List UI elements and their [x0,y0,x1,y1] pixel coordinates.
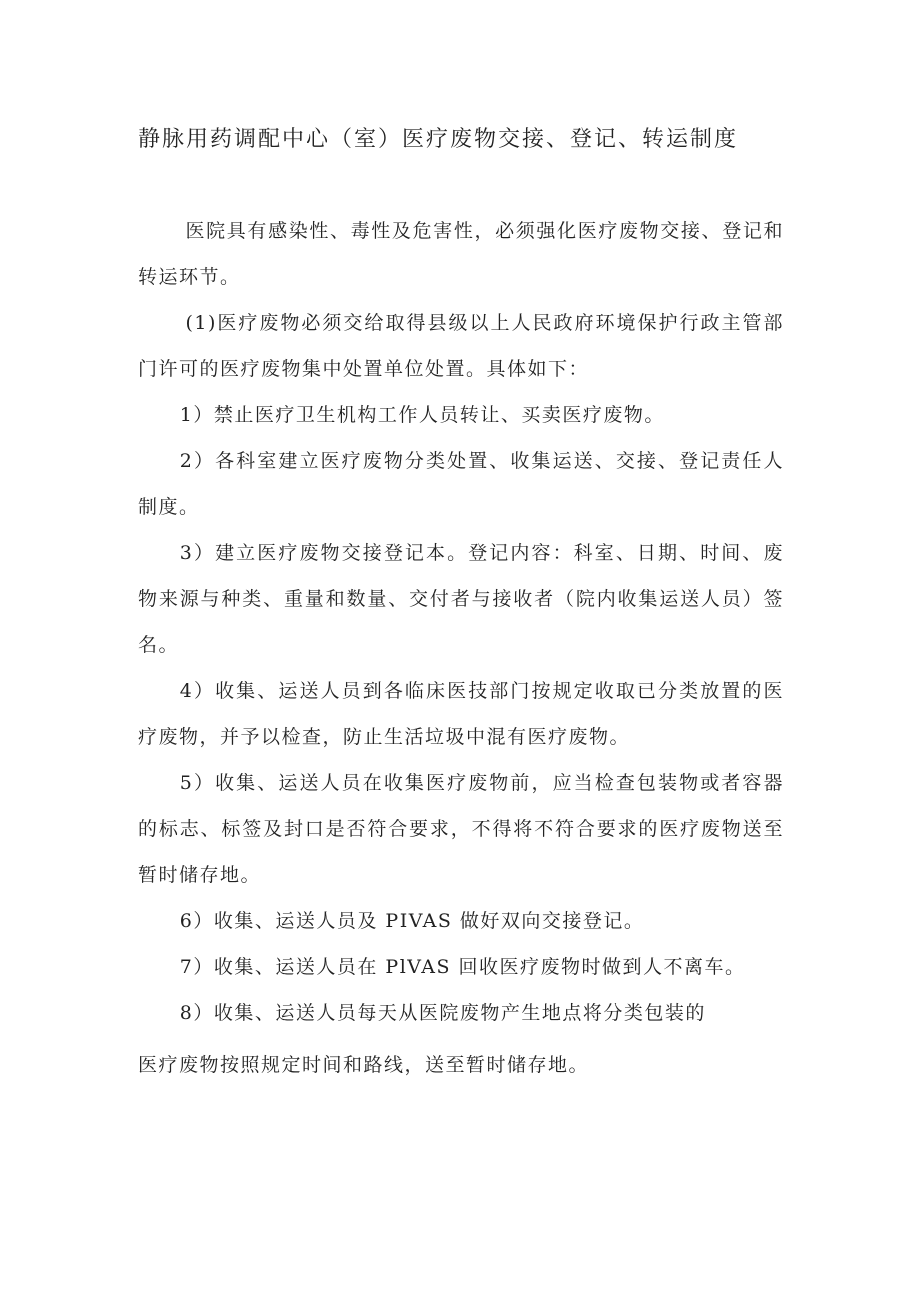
paragraph-subitem-6: 6）收集、运送人员及 PIVAS 做好双向交接登记。 [179,910,645,932]
paragraph-intro: 医院具有感染性、毒性及危害性，必须强化医疗废物交接、登记和转运环节。 [138,220,784,288]
paragraph-subitem-5: 5）收集、运送人员在收集医疗废物前，应当检查包装物或者容器的标志、标签及封口是否符合要求，不得将不符合要求的医疗废物送至暂时储存地。 [138,772,784,886]
paragraph-subitem-4: 4）收集、运送人员到各临床医技部门按规定收取已分类放置的医疗废物，并予以检查，防止生活垃圾中混有医疗废物。 [138,680,784,748]
paragraph-subitem-8-continued: 医疗废物按照规定时间和路线，送至暂时储存地。 [138,1054,590,1076]
paragraph-subitem-3: 3）建立医疗废物交接登记本。登记内容：科室、日期、时间、废物来源与种类、重量和数量、交付者与接收者（院内收集运送人员）签名。 [138,542,784,656]
document-body [138,208,784,1088]
paragraph-subitem-2: 2）各科室建立医疗废物分类处置、收集运送、交接、登记责任人制度。 [138,450,784,518]
paragraph-item-1: (1)医疗废物必须交给取得县级以上人民政府环境保护行政主管部门许可的医疗废物集中处置单位处置。具体如下： [138,312,784,380]
document-title: 静脉用药调配中心（室）医疗废物交接、登记、转运制度 [138,127,739,152]
paragraph-subitem-8: 8）收集、运送人员每天从医院废物产生地点将分类包装的 [179,1002,706,1024]
paragraph-subitem-1: 1）禁止医疗卫生机构工作人员转让、买卖医疗废物。 [179,404,665,426]
paragraph-subitem-7: 7）收集、运送人员在 PlVAS 回收医疗废物时做到人不离车。 [179,956,746,978]
